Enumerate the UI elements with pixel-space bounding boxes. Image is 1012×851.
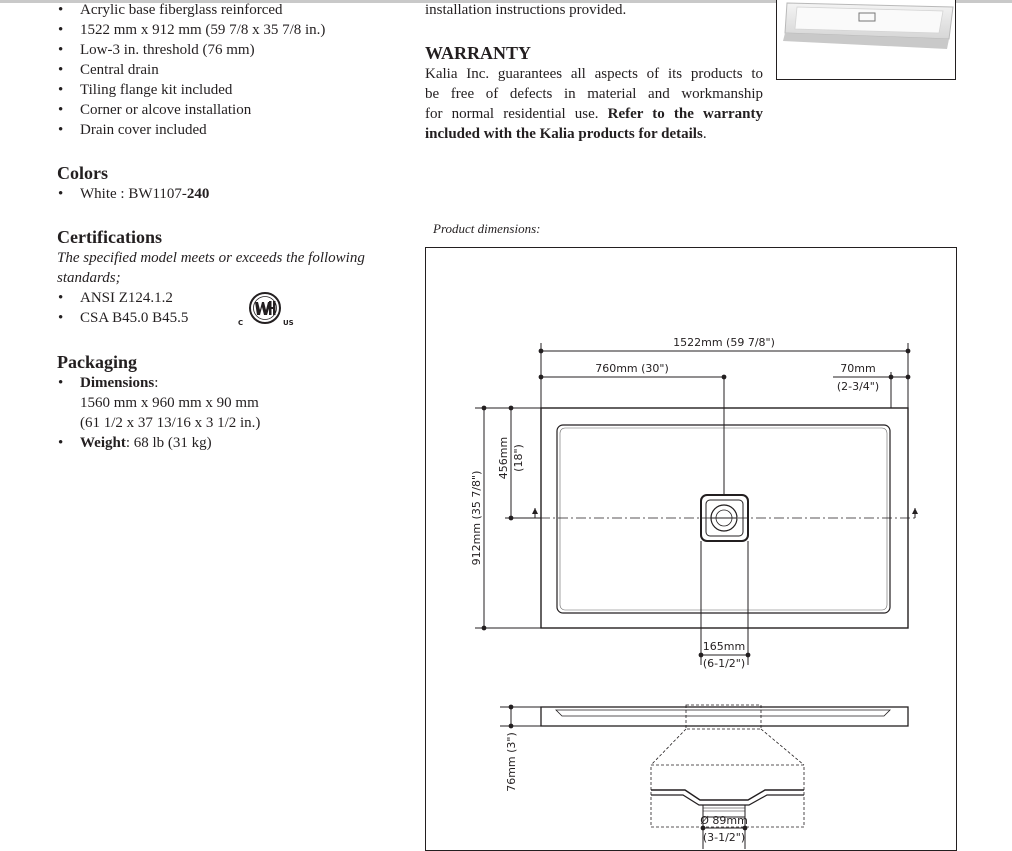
warranty-line3-bold: Refer to the warranty — [607, 106, 763, 122]
certifications-heading: Certifications — [57, 227, 162, 247]
feature-text: Acrylic base fiberglass reinforced — [80, 2, 283, 18]
dim-half-width: 760mm (30") — [595, 362, 669, 375]
dim-flange-in: (2-3/4") — [836, 380, 880, 393]
packaging-dimensions-label: Dimensions — [80, 375, 155, 391]
warranty-line3-plain: for normal residential use. — [425, 106, 608, 122]
certification-text: CSA B45.0 B45.5 — [80, 310, 189, 326]
color-prefix: White : BW1107- — [80, 186, 187, 202]
feature-text: Low-3 in. threshold (76 mm) — [80, 42, 255, 58]
certification-text: ANSI Z124.1.2 — [80, 290, 173, 306]
warranty-heading: WARRANTY — [425, 43, 532, 63]
warranty-line2: be free of defects in material and workmanship — [425, 86, 763, 102]
dim-height: 76mm (3") — [505, 732, 518, 792]
color-code: 240 — [186, 186, 210, 202]
packaging-weight-label: Weight — [80, 435, 126, 451]
dim-total-width: 1522mm (59 7/8") — [673, 336, 775, 349]
certifications-intro-line2: standards; — [57, 270, 121, 286]
certifications-intro-line1: The specified model meets or exceeds the following — [57, 250, 365, 266]
colors-heading: Colors — [57, 163, 108, 183]
feature-text: Corner or alcove installation — [80, 102, 252, 118]
installation-tail-text: installation instructions provided. — [425, 2, 627, 18]
dim-drain-size: 165mm — [702, 640, 746, 653]
dim-drain-dia: Ø 89mm — [700, 814, 748, 827]
dim-drain-dia-in: (3-1/2") — [702, 831, 746, 844]
feature-text: Tiling flange kit included — [80, 82, 233, 98]
warranty-line4-bold: included with the Kalia products for details — [425, 126, 703, 142]
packaging-dim-line2: (61 1/2 x 37 13/16 x 3 1/2 in.) — [80, 415, 261, 431]
dim-drain-size-in: (6-1/2") — [702, 657, 746, 670]
product-dimensions-caption: Product dimensions: — [433, 221, 541, 236]
feature-text: 1522 mm x 912 mm (59 7/8 x 35 7/8 in.) — [80, 22, 326, 38]
feature-text: Drain cover included — [80, 122, 207, 138]
logo-c-text: C — [238, 319, 244, 327]
packaging-heading: Packaging — [57, 352, 138, 372]
dim-half-depth: 456mm — [497, 436, 510, 480]
dim-half-depth-in: (18") — [512, 444, 525, 472]
dim-flange: 70mm — [840, 362, 876, 375]
warranty-line1: Kalia Inc. guarantees all aspects of its products to — [425, 66, 763, 82]
warranty-line4-end: . — [702, 126, 707, 142]
dim-total-depth: 912mm (35 7/8") — [470, 470, 483, 566]
packaging-weight-value: : 68 lb (31 kg) — [125, 435, 212, 451]
logo-us-text: US — [283, 319, 294, 327]
packaging-dim-line1: 1560 mm x 960 mm x 90 mm — [80, 395, 259, 411]
feature-text: Central drain — [80, 62, 159, 78]
